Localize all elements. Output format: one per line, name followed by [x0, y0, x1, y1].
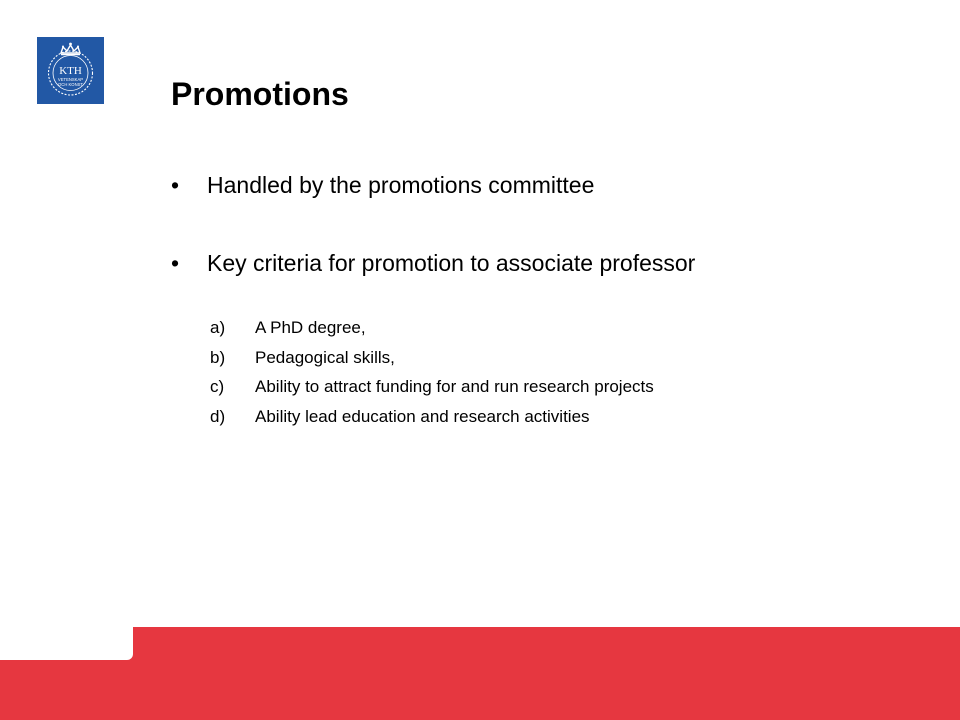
- footer-band: [0, 627, 960, 720]
- bullet-text: Handled by the promotions committee: [207, 172, 595, 198]
- criteria-marker: d): [210, 406, 226, 426]
- kth-crown-logo-icon: [37, 37, 104, 104]
- bullet-item: [171, 168, 931, 202]
- slide-title: Promotions: [171, 76, 349, 112]
- criteria-text: A PhD degree,: [255, 318, 366, 337]
- footer-notch: [0, 627, 133, 660]
- bullet-marker: •: [171, 250, 180, 276]
- criteria-marker: a): [210, 318, 226, 337]
- criteria-list: [210, 313, 654, 431]
- bullet-item: [171, 246, 931, 280]
- logo-name: KTH: [59, 65, 82, 77]
- criteria-text: Ability lead education and research activities: [255, 406, 590, 426]
- criteria-item: [210, 313, 654, 343]
- criteria-item: [210, 402, 654, 432]
- bullet-text: Key criteria for promotion to associate professor: [207, 250, 696, 276]
- kth-logo: [37, 37, 104, 104]
- criteria-marker: b): [210, 347, 226, 367]
- bullet-marker: •: [171, 172, 180, 198]
- main-bullet-list: [171, 168, 931, 280]
- criteria-text: Ability to attract funding for and run research projects: [255, 377, 654, 396]
- criteria-item: [210, 372, 654, 402]
- criteria-text: Pedagogical skills,: [255, 347, 395, 367]
- logo-line-1: VETENSKAP: [57, 77, 84, 82]
- logo-line-2: OCH KONST: [58, 82, 83, 87]
- criteria-item: [210, 343, 654, 373]
- criteria-marker: c): [210, 377, 225, 396]
